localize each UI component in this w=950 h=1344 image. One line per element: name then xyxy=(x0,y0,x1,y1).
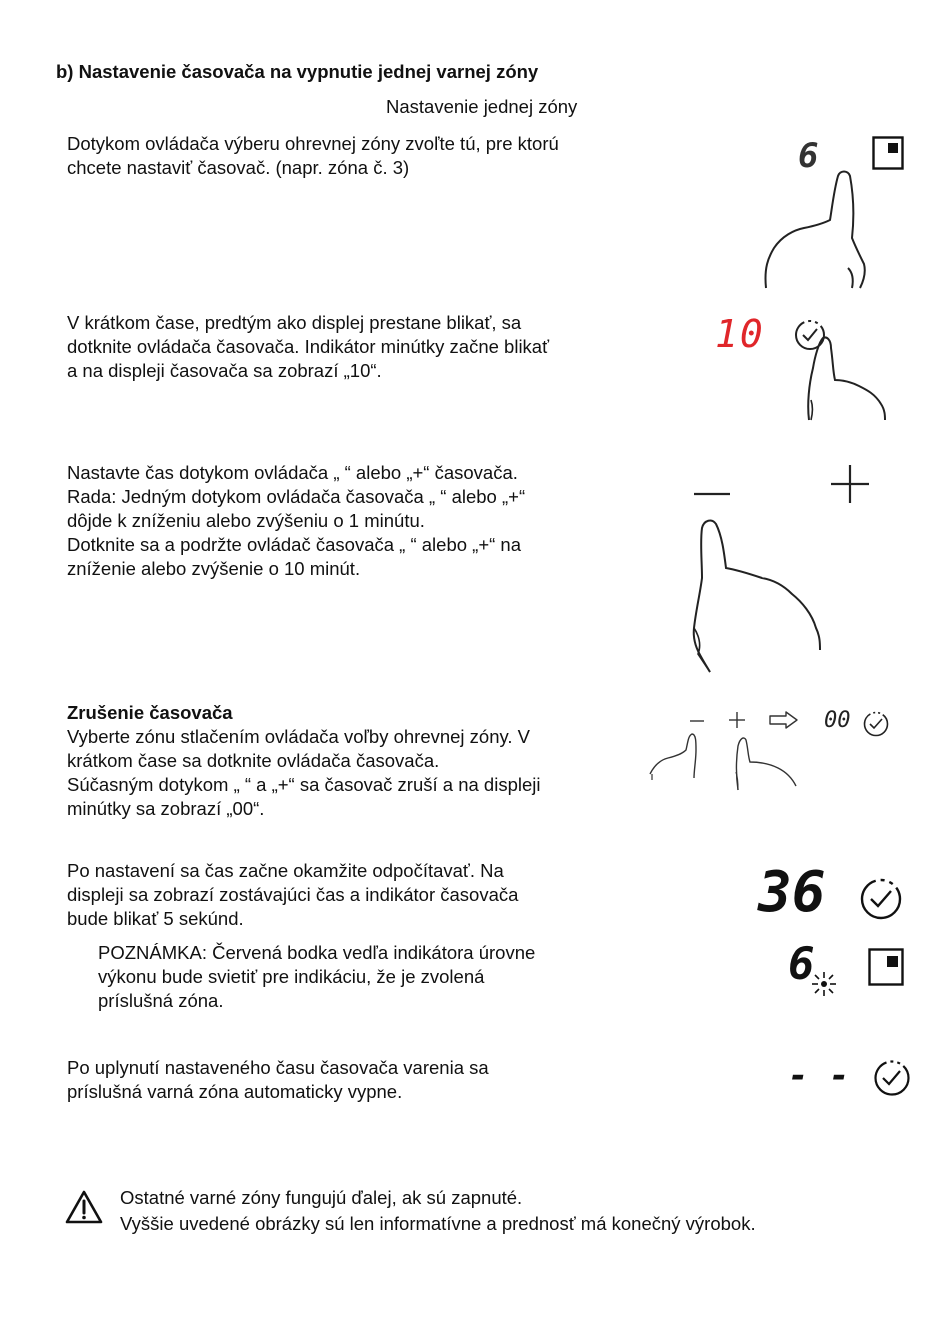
section-heading: b) Nastavenie časovača na vypnutie jednej varnej zóny xyxy=(56,61,539,82)
step-7-line: príslušná varná zóna automaticky vypne. xyxy=(67,1081,403,1102)
step-3-line: dôjde k zníženiu alebo zvýšeniu o 1 minútu. xyxy=(67,510,425,531)
step-4-line: krátkom čase sa dotknite ovládača časovača. xyxy=(67,750,440,771)
step-4-line: Vyberte zónu stlačením ovládača voľby ohrevnej zóny. V xyxy=(67,726,531,747)
section-subheading: Nastavenie jednej zóny xyxy=(386,96,578,117)
timer-cancel-display: 00 xyxy=(824,708,851,733)
note-line: POZNÁMKA: Červená bodka vedľa indikátora úrovne xyxy=(98,942,536,963)
warning-triangle-icon xyxy=(64,1189,104,1225)
step-3-line: Rada: Jedným dotykom ovládača časovača „ “ alebo „+“ xyxy=(67,486,526,507)
note-line: príslušná zóna. xyxy=(98,990,224,1011)
step-7-line: Po uplynutí nastaveného času časovača varenia sa xyxy=(67,1057,489,1078)
figure-zone-dot xyxy=(784,939,908,1002)
hand-pointer-icon xyxy=(732,732,806,794)
timer-set-display: 10 xyxy=(715,312,765,356)
step-1-line: Dotykom ovládača výberu ohrevnej zóny zvoľte tú, pre ktorú xyxy=(67,133,559,154)
warning-line: Ostatné varné zóny fungujú ďalej, ak sú zapnuté. xyxy=(120,1187,523,1208)
step-3-line: Dotknite sa a podržte ovládač časovača „ “ alebo „+“ na xyxy=(67,534,522,555)
step-2-line: a na displeji časovača sa zobrazí „10“. xyxy=(67,360,382,381)
figure-remaining-time xyxy=(758,860,908,928)
minus-icon xyxy=(688,710,706,730)
step-4-line: Súčasným dotykom „ “ a „+“ sa časovač zruší a na displeji xyxy=(67,774,541,795)
step-3-line: Nastavte čas dotykom ovládača „ “ alebo „+“ časovača. xyxy=(67,462,518,483)
step-2-line: dotknite ovládača časovača. Indikátor minútky začne blikať xyxy=(67,336,550,357)
step-5-line: Po nastavení sa čas začne okamžite odpočítavať. Na xyxy=(67,860,504,881)
red-dot-icon xyxy=(810,970,838,998)
note-line: výkonu bude svietiť pre indikáciu, že je zvolená xyxy=(98,966,485,987)
step-1-line: chcete nastaviť časovač. (napr. zóna č. 3) xyxy=(67,157,410,178)
step-2-line: V krátkom čase, predtým ako displej prestane blikať, sa xyxy=(67,312,522,333)
zone-select-icon xyxy=(868,948,904,986)
step-5-line: bude blikať 5 sekúnd. xyxy=(67,908,244,929)
hand-pointer-icon xyxy=(648,730,700,792)
figure-zone-select xyxy=(760,130,910,290)
timer-clock-icon xyxy=(858,876,904,922)
plus-icon xyxy=(828,462,872,506)
figure-timer-off xyxy=(788,1056,914,1102)
zone-level-display: 6 xyxy=(798,136,819,176)
hand-pointer-icon xyxy=(803,334,893,422)
zone-level-note-display: 6 xyxy=(788,939,815,990)
hand-pointer-icon xyxy=(688,518,828,674)
cancel-timer-title: Zrušenie časovača xyxy=(67,702,233,723)
timer-remaining-display: 36 xyxy=(758,860,826,925)
figure-cancel-timer xyxy=(648,708,898,794)
step-3-line: zníženie alebo zvýšenie o 10 minút. xyxy=(67,558,361,579)
minus-icon xyxy=(692,470,732,500)
plus-icon xyxy=(727,710,747,730)
figure-adjust-time xyxy=(688,460,873,675)
timer-clock-icon xyxy=(872,1058,912,1098)
timer-clock-icon xyxy=(862,710,890,738)
timer-off-display: - - xyxy=(788,1056,850,1096)
warning-line: Vyššie uvedené obrázky sú len informatívne a prednosť má konečný výrobok. xyxy=(120,1213,756,1234)
arrow-right-icon xyxy=(768,710,800,730)
zone-select-icon xyxy=(872,136,904,170)
step-4-line: minútky sa zobrazí „00“. xyxy=(67,798,265,819)
hand-pointer-icon xyxy=(760,168,870,290)
figure-timer-touch xyxy=(715,312,890,422)
step-5-line: displeji sa zobrazí zostávajúci čas a indikátor časovača xyxy=(67,884,519,905)
